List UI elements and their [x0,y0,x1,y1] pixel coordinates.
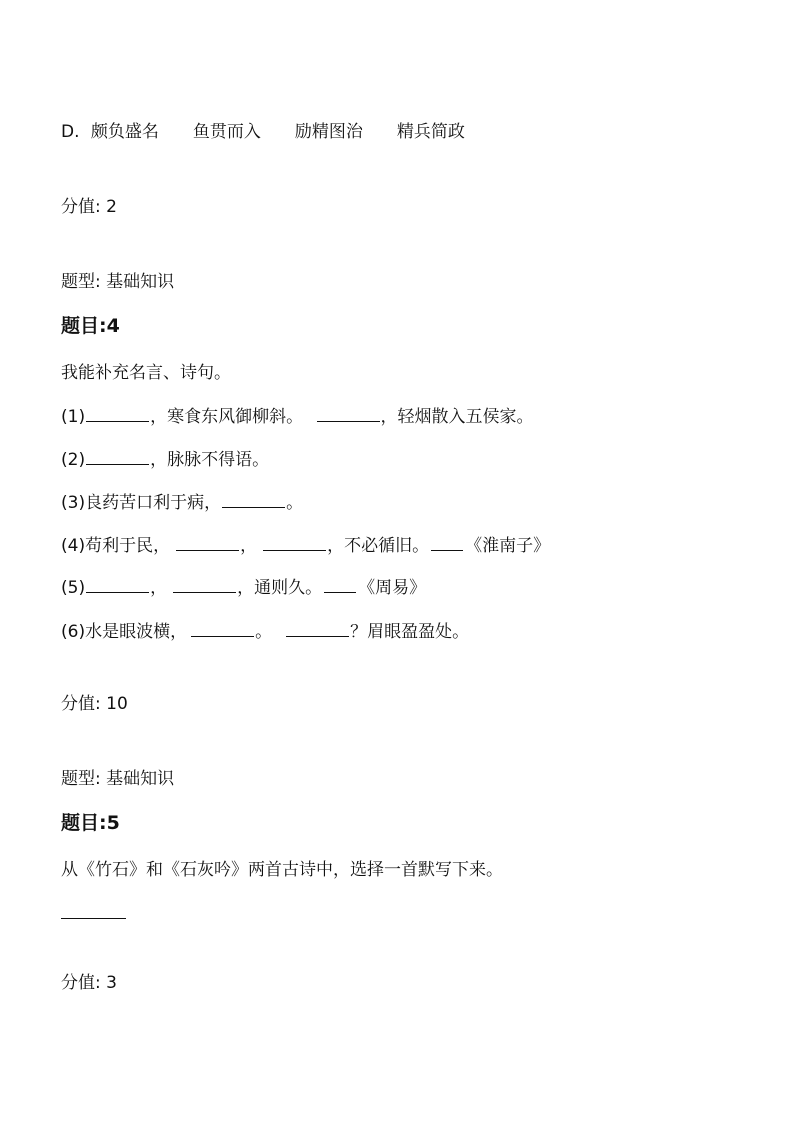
fill-blank[interactable] [263,534,326,551]
type-value: 基础知识 [106,769,175,789]
q3-type [61,271,174,293]
q3-score [61,196,117,218]
item-text: ， [240,536,258,556]
q4-score [61,693,128,715]
fill-blank[interactable] [286,620,349,637]
q5-score [61,972,117,994]
q4-item-1 [61,405,534,428]
fill-blank[interactable] [86,405,149,422]
option-d-item-1: 颇负盛名 [90,122,159,142]
source-dash [431,538,463,551]
option-d-label: D. [61,122,80,142]
item-text: 苟利于民， [85,536,171,556]
score-label: 分值: [61,197,101,217]
item-number: (3) [61,493,86,513]
item-text: 。 [255,622,273,642]
q4-item-3 [61,491,303,514]
q4-prompt: 我能补充名言、诗句。 [61,363,231,383]
source-text: 《淮南子》 [465,536,551,556]
score-label: 分值: [61,973,101,993]
item-number: (2) [61,450,86,470]
option-d-item-2: 鱼贯而入 [192,122,261,142]
item-text: ，脉脉不得语。 [150,450,270,470]
option-d-item-3: 励精图治 [294,122,363,142]
q5-answer-blank[interactable] [61,918,126,919]
item-text: ，通则久。 [237,578,323,598]
source-dash [324,580,356,593]
item-number: (4) [61,536,86,556]
q5-heading: 题目:5 [61,812,120,834]
fill-blank[interactable] [173,576,236,593]
q5-prompt: 从《竹石》和《石灰吟》两首古诗中，选择一首默写下来。 [61,860,503,880]
score-value: 10 [106,694,128,714]
source-text: 《周易》 [358,578,427,598]
item-text: 良药苦口利于病， [85,493,222,513]
q4-item-6 [61,620,469,643]
score-value: 3 [106,973,117,993]
score-label: 分值: [61,694,101,714]
q4-heading: 题目:4 [61,315,120,337]
type-value: 基础知识 [106,272,175,292]
fill-blank[interactable] [317,405,380,422]
fill-blank[interactable] [176,534,239,551]
item-text: ，寒食东风御柳斜。 [150,407,304,427]
item-text: ，轻烟散入五侯家。 [380,407,534,427]
score-value: 2 [106,197,117,217]
item-number: (6) [61,622,86,642]
type-label: 题型: [61,769,101,789]
item-number: (5) [61,578,86,598]
fill-blank[interactable] [191,620,254,637]
item-text: ，不必循旧。 [327,536,430,556]
q4-item-2 [61,448,269,471]
option-d [61,121,465,143]
q4-item-5 [61,576,426,599]
item-number: (1) [61,407,86,427]
q4-item-4 [61,534,550,557]
type-label: 题型: [61,272,101,292]
fill-blank[interactable] [222,491,285,508]
item-text: ， [150,578,168,598]
option-d-item-4: 精兵简政 [396,122,465,142]
item-text: 水是眼波横， [85,622,188,642]
fill-blank[interactable] [86,448,149,465]
item-text: 。 [286,493,304,513]
item-text: ？眉眼盈盈处。 [350,622,470,642]
q4-type [61,768,174,790]
fill-blank[interactable] [86,576,149,593]
